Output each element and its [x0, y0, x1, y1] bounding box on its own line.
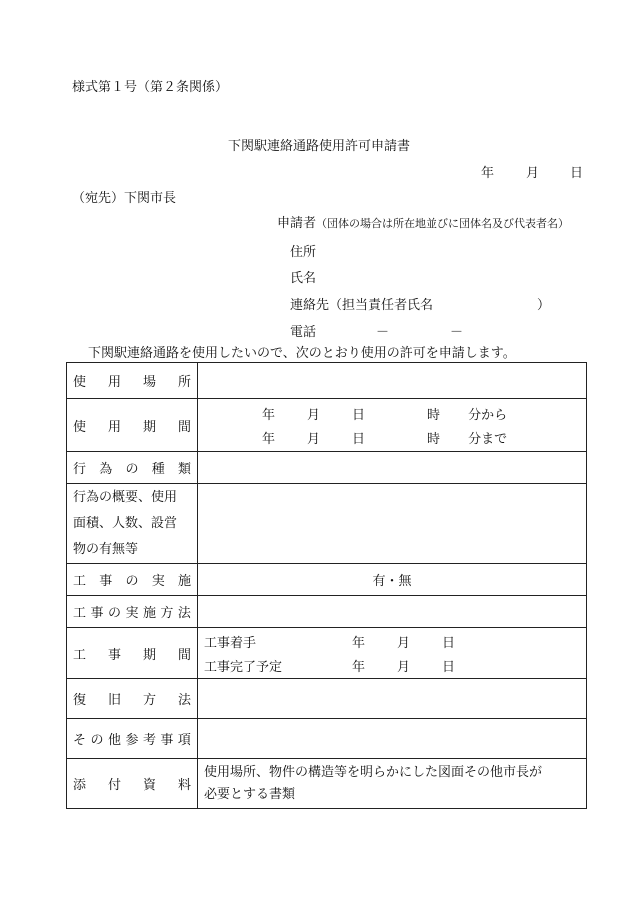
date-year-label: 年	[481, 166, 495, 181]
name-label: 氏名	[290, 271, 317, 286]
phone-label: 電話	[290, 325, 317, 340]
act-type-label: 行 為 の 種 類	[67, 452, 198, 484]
method-label: 工 事 の 実 施 方 法	[67, 596, 198, 628]
construction-period-value-cell[interactable]	[198, 628, 587, 679]
document-title: 下関駅連絡通路使用許可申請書	[228, 139, 411, 154]
act-type-value-cell[interactable]	[198, 452, 587, 484]
applicant-heading	[277, 212, 569, 231]
construction-end-line: 工事完了予定 年 月 日	[204, 659, 456, 675]
place-value-cell[interactable]	[198, 363, 587, 399]
phone-dash-1: －	[376, 325, 390, 340]
applicant-note: （団体の場合は所在地並びに団体名及び代表者名）	[316, 217, 570, 230]
method-value-cell[interactable]	[198, 596, 587, 628]
contact-close-paren: ）	[537, 298, 551, 313]
construction-value[interactable]: 有・無	[198, 564, 587, 596]
date-day-label: 日	[570, 166, 584, 181]
table-row	[67, 719, 587, 759]
contact-label: 連絡先（担当責任者氏名	[290, 298, 434, 313]
construction-label: 工 事 の 実 施	[67, 564, 198, 596]
table-row	[67, 564, 587, 596]
application-table	[66, 362, 587, 809]
addressee: （宛先）下関市長	[72, 191, 177, 206]
construction-start-line: 工事着手 年 月 日	[204, 635, 456, 651]
table-row	[67, 399, 587, 452]
applicant-label: 申請者	[277, 216, 317, 231]
period-value-cell[interactable]	[198, 399, 587, 452]
date-month-label: 月	[526, 166, 540, 181]
phone-dash-2: －	[450, 325, 464, 340]
other-value-cell[interactable]	[198, 719, 587, 759]
attachments-label: 添 付 資 料	[67, 759, 198, 809]
table-row	[67, 759, 587, 809]
table-row	[67, 628, 587, 679]
address-label: 住所	[290, 245, 317, 260]
other-label: そ の 他 参 考 事 項	[67, 719, 198, 759]
table-row	[67, 679, 587, 719]
table-row	[67, 452, 587, 484]
table-row	[67, 484, 587, 564]
table-row	[67, 596, 587, 628]
act-summary-label: 行為の概要、使用 面積、人数、設営 物の有無等	[67, 484, 198, 564]
restore-value-cell[interactable]	[198, 679, 587, 719]
period-from-line: 年 月 日 時 分から	[262, 407, 508, 423]
attachments-value: 使用場所、物件の構造等を明らかにした図面その他市長が 必要とする書類	[198, 759, 587, 809]
form-number: 様式第１号（第２条関係）	[72, 80, 229, 95]
construction-period-label: 工 事 期 間	[67, 628, 198, 679]
place-label: 使 用 場 所	[67, 363, 198, 399]
period-to-line: 年 月 日 時 分まで	[262, 431, 508, 447]
table-row	[67, 363, 587, 399]
restore-label: 復 旧 方 法	[67, 679, 198, 719]
period-label: 使 用 期 間	[67, 399, 198, 452]
intro-text: 下関駅連絡通路を使用したいので、次のとおり使用の許可を申請します。	[88, 346, 516, 361]
act-summary-value-cell[interactable]	[198, 484, 587, 564]
